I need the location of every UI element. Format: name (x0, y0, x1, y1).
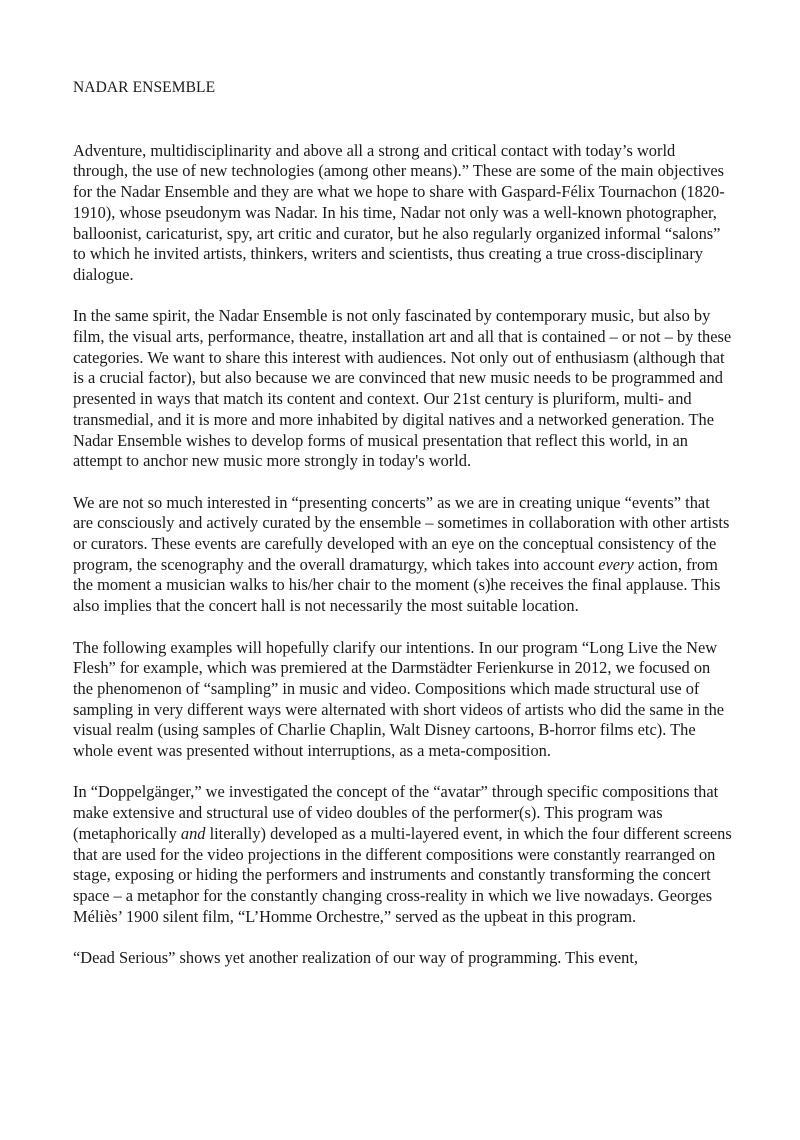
paragraph-doppelganger-emphasis: and (180, 823, 206, 843)
paragraph-intro: Adventure, multidisciplinarity and above all a strong and critical contact with today’s world through, the use of new technologies (among other means).” These are some of the main objectives for the Nadar Ensemble and they are what we hope to share with Gaspard-Félix Tournachon (1820-1910), whose pseudonym was Nadar. In his time, Nadar not only was a well-known photographer, balloonist, caricaturist, spy, art critic and curator, but he also regularly organized informal “salons” to which he invited artists, thinkers, writers and scientists, thus creating a true cross-disciplinary dialogue. (73, 140, 725, 284)
paragraph-doppelganger (73, 782, 733, 927)
paragraph-events-emphasis: every (598, 554, 634, 574)
paragraph-events (73, 493, 733, 617)
document-page (73, 78, 733, 989)
paragraph-examples: The following examples will hopefully clarify our intentions. In our program “Long Live the New Flesh” for example, which was premiered at the Darmstädter Ferienkurse in 2012, we focused on the phenomenon of “sampling” in music and video. Compositions which made structural use of sampling in very different ways were alternated with short videos of artists who did the same in the visual realm (using samples of Charlie Chaplin, Walt Disney cartoons, B-horror films etc). The whole event was presented without interruptions, as a meta-composition. (73, 637, 725, 761)
paragraph-doppelganger-text-after: literally) developed as a multi-layered event, in which the four different screens that are used for the video projections in the different compositions were constantly rearranged on stage, exposing or hiding the performers and instruments and constantly transforming the concert space – a metaphor for the constantly changing cross-reality in which we live nowadays. Georges Méliès’ 1900 silent film, “L’Homme Orchestre,” served as the upbeat in this program. (73, 823, 732, 926)
paragraph-events-text-after: action, from the moment a musician walks to his/her chair to the moment (s)he receives the final applause. This also implies that the concert hall is not necessarily the most suitable location. (73, 554, 721, 616)
document-title: NADAR ENSEMBLE (73, 79, 216, 96)
paragraph-same-spirit: In the same spirit, the Nadar Ensemble is not only fascinated by contemporary music, but also by film, the visual arts, performance, theatre, installation art and all that is contained – or not – by these categories. We want to share this interest with audiences. Not only out of enthusiasm (although that is a crucial factor), but also because we are convinced that new music needs to be programmed and presented in ways that match its content and context. Our 21st century is pluriform, multi- and transmedial, and it is more and more inhabited by digital natives and a networked generation. The Nadar Ensemble wishes to develop forms of musical presentation that reflect this world, in an attempt to anchor new music more strongly in today's world. (73, 306, 732, 471)
paragraph-doppelganger-text-before: In “Doppelgänger,” we investigated the concept of the “avatar” through specific compositions that make extensive and structural use of video doubles of the performer(s). This program was (metaphorically (73, 782, 719, 843)
paragraph-dead-serious: “Dead Serious” shows yet another realization of our way of programming. This event, (73, 948, 639, 968)
paragraph-events-text-before: We are not so much interested in “presenting concerts” as we are in creating unique “events” that are consciously and actively curated by the ensemble – sometimes in collaboration with other artists or curators. These events are carefully developed with an eye on the conceptual consistency of the program, the scenography and the overall dramaturgy, which takes into account (73, 492, 730, 574)
